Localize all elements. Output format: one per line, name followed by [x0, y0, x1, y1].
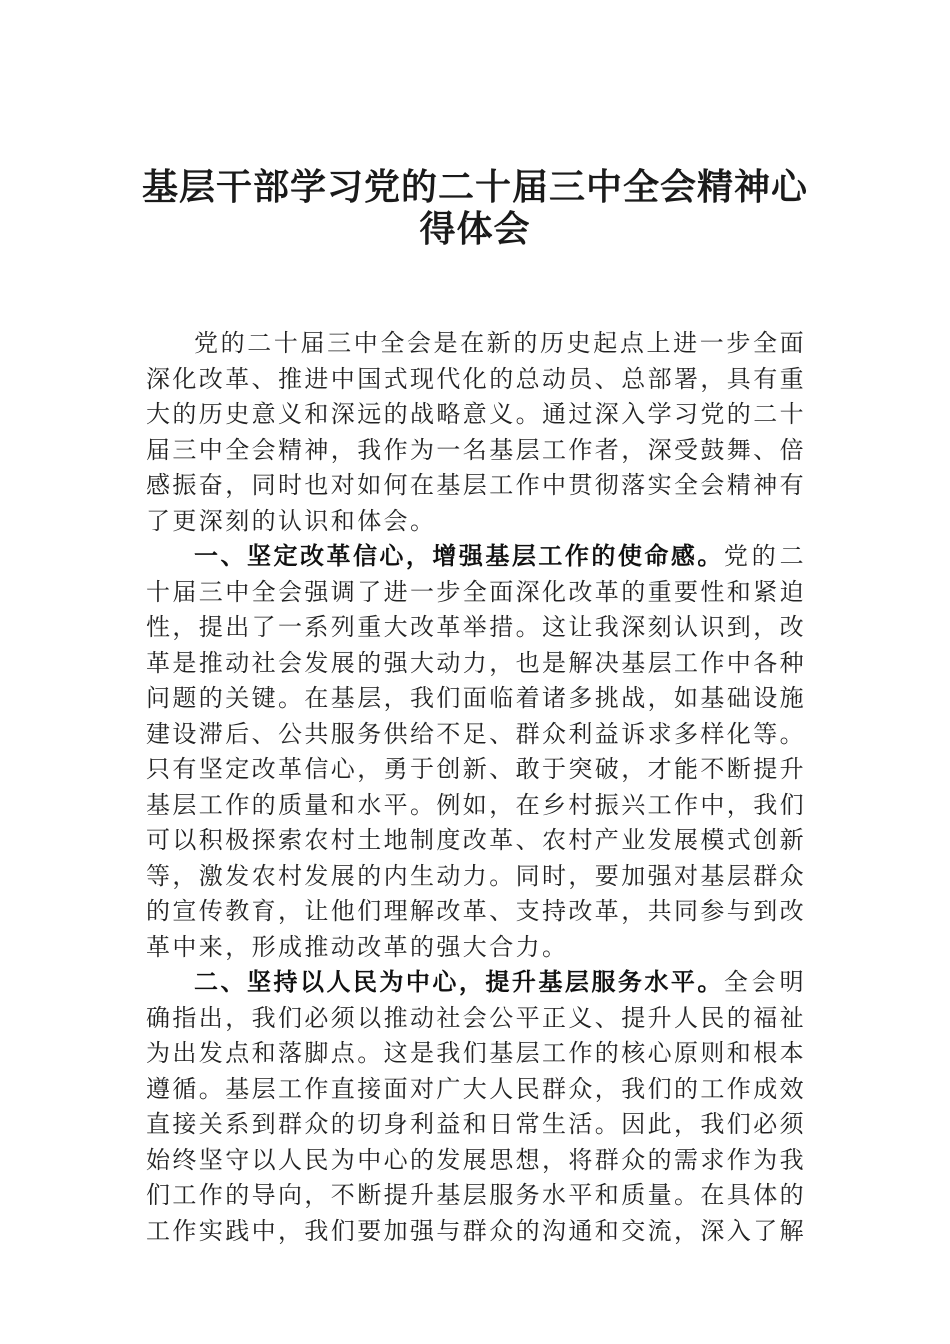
text-line: 为出发点和落脚点。这是我们基层工作的核心原则和根本 — [146, 1039, 806, 1067]
section-2-heading: 二、坚持以人民为中心，提升基层服务水平。 — [194, 968, 724, 996]
text-line: 直接关系到群众的切身利益和日常生活。因此，我们必须 — [146, 1110, 806, 1138]
section-2-paragraph — [146, 965, 806, 1249]
text-line: 问题的关键。在基层，我们面临着诸多挑战，如基础设施 — [146, 684, 806, 712]
document-title-line-2: 得体会 — [419, 208, 531, 250]
text-line: 深化改革、推进中国式现代化的总动员、总部署，具有重 — [146, 364, 806, 393]
section-1-first-line-text: 党的二 — [723, 542, 807, 570]
text-line: 们工作的导向，不断提升基层服务水平和质量。在具体的 — [146, 1181, 806, 1209]
intro-paragraph — [146, 326, 806, 539]
text-line: 十届三中全会强调了进一步全面深化改革的重要性和紧迫 — [146, 577, 806, 606]
text-line: 革是推动社会发展的强大动力，也是解决基层工作中各种 — [146, 648, 806, 677]
section-2-first-line-text: 全会明 — [723, 968, 807, 996]
section-1-paragraph — [146, 539, 806, 965]
text-line: 可以积极探索农村土地制度改革、农村产业发展模式创新 — [146, 826, 806, 854]
document-body — [146, 326, 806, 1249]
text-line — [146, 965, 806, 1001]
text-line: 的宣传教育，让他们理解改革、支持改革，共同参与到改 — [146, 897, 806, 925]
text-line: 遵循。基层工作直接面对广大人民群众，我们的工作成效 — [146, 1074, 806, 1103]
document-title-line-1: 基层干部学习党的二十届三中全会精神心 — [141, 166, 808, 208]
text-line — [146, 539, 806, 575]
text-line: 始终坚守以人民为中心的发展思想，将群众的需求作为我 — [146, 1145, 806, 1174]
section-1-heading: 一、坚定改革信心，增强基层工作的使命感。 — [194, 542, 724, 570]
text-line: 确指出，我们必须以推动社会公平正义、提升人民的福祉 — [146, 1003, 806, 1032]
text-line: 工作实践中，我们要加强与群众的沟通和交流，深入了解 — [146, 1216, 806, 1245]
text-line: 感振奋，同时也对如何在基层工作中贯彻落实全会精神有 — [146, 471, 806, 499]
text-line: 等，激发农村发展的内生动力。同时，要加强对基层群众 — [146, 861, 806, 890]
text-line: 大的历史意义和深远的战略意义。通过深入学习党的二十 — [146, 400, 806, 428]
text-line: 了更深刻的认识和体会。 — [146, 506, 437, 535]
text-line: 性，提出了一系列重大改革举措。这让我深刻认识到，改 — [146, 613, 806, 641]
text-line: 建设滞后、公共服务供给不足、群众利益诉求多样化等。 — [146, 719, 806, 748]
text-line: 党的二十届三中全会是在新的历史起点上进一步全面 — [194, 329, 806, 357]
text-line: 革中来，形成推动改革的强大合力。 — [146, 932, 569, 961]
text-line: 只有坚定改革信心，勇于创新、敢于突破，才能不断提升 — [146, 755, 806, 783]
text-line: 基层工作的质量和水平。例如，在乡村振兴工作中，我们 — [146, 790, 806, 819]
text-line: 届三中全会精神，我作为一名基层工作者，深受鼓舞、倍 — [146, 435, 806, 464]
